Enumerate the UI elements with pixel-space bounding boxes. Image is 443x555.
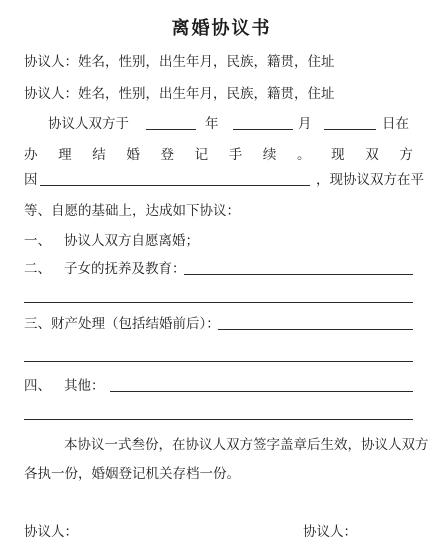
para1-line3-end: ，现协议双方在平 [316, 172, 424, 188]
para1-line3-start: 因 [24, 172, 38, 188]
para1-line2-char: 双 [365, 147, 379, 163]
reason-blank[interactable] [40, 185, 310, 186]
signature-right-label: 协议人： [303, 524, 357, 540]
para1-line2 [24, 147, 413, 163]
item-two-blank-2[interactable] [24, 302, 413, 303]
para1-year: 年 [205, 116, 219, 132]
para1-line2-char: 。 [297, 147, 311, 163]
item-three-blank-2[interactable] [24, 361, 413, 362]
item-two-text: 子女的抚养及教育： [64, 261, 186, 277]
closing-line-2: 各执一份，婚姻登记机关存档一份。 [24, 466, 240, 482]
item-four-number: 四、 [24, 378, 51, 394]
para1-line2-char: 婚 [126, 147, 140, 163]
party-line-1: 协议人：姓名，性别，出生年月，民族，籍贯，住址 [24, 54, 335, 70]
para1-line4: 等、自愿的基础上，达成如下协议： [24, 203, 240, 219]
para1-line2-char: 手 [228, 147, 243, 163]
para1-line2-char: 方 [399, 147, 413, 163]
para1-line2-char: 记 [194, 147, 209, 163]
item-two-number: 二、 [24, 261, 51, 277]
signature-left-label: 协议人： [24, 524, 78, 540]
item-three-text: 三、财产处理（包括结婚前后）： [24, 316, 220, 332]
para1-month: 月 [298, 116, 312, 132]
para1-prefix: 协议人双方于 [48, 116, 129, 132]
month-blank[interactable] [233, 129, 293, 130]
item-four-blank-1[interactable] [110, 391, 413, 392]
para1-line2-char: 登 [160, 147, 174, 163]
document-title: 离婚协议书 [171, 18, 272, 39]
para1-line2-char: 结 [92, 147, 106, 163]
item-four-blank-2[interactable] [24, 419, 413, 420]
para1-line2-char: 现 [331, 147, 345, 163]
closing-line-1: 本协议一式叁份，在协议人双方签字盖章后生效，协议人双方 [64, 437, 429, 453]
day-blank[interactable] [324, 129, 376, 130]
para1-line2-char: 办 [24, 147, 38, 163]
item-one-number: 一、 [24, 233, 51, 249]
item-three-blank-1[interactable] [218, 329, 413, 330]
year-blank[interactable] [146, 129, 196, 130]
item-four-text: 其他： [64, 378, 105, 394]
party-line-2: 协议人：姓名，性别，出生年月，民族，籍贯，住址 [24, 86, 335, 102]
item-two-blank-1[interactable] [184, 274, 413, 275]
item-one-text: 协议人双方自愿离婚； [64, 233, 199, 249]
para1-line2-char: 续 [262, 147, 277, 163]
para1-line2-char: 理 [58, 147, 72, 163]
para1-day: 日在 [382, 116, 409, 132]
